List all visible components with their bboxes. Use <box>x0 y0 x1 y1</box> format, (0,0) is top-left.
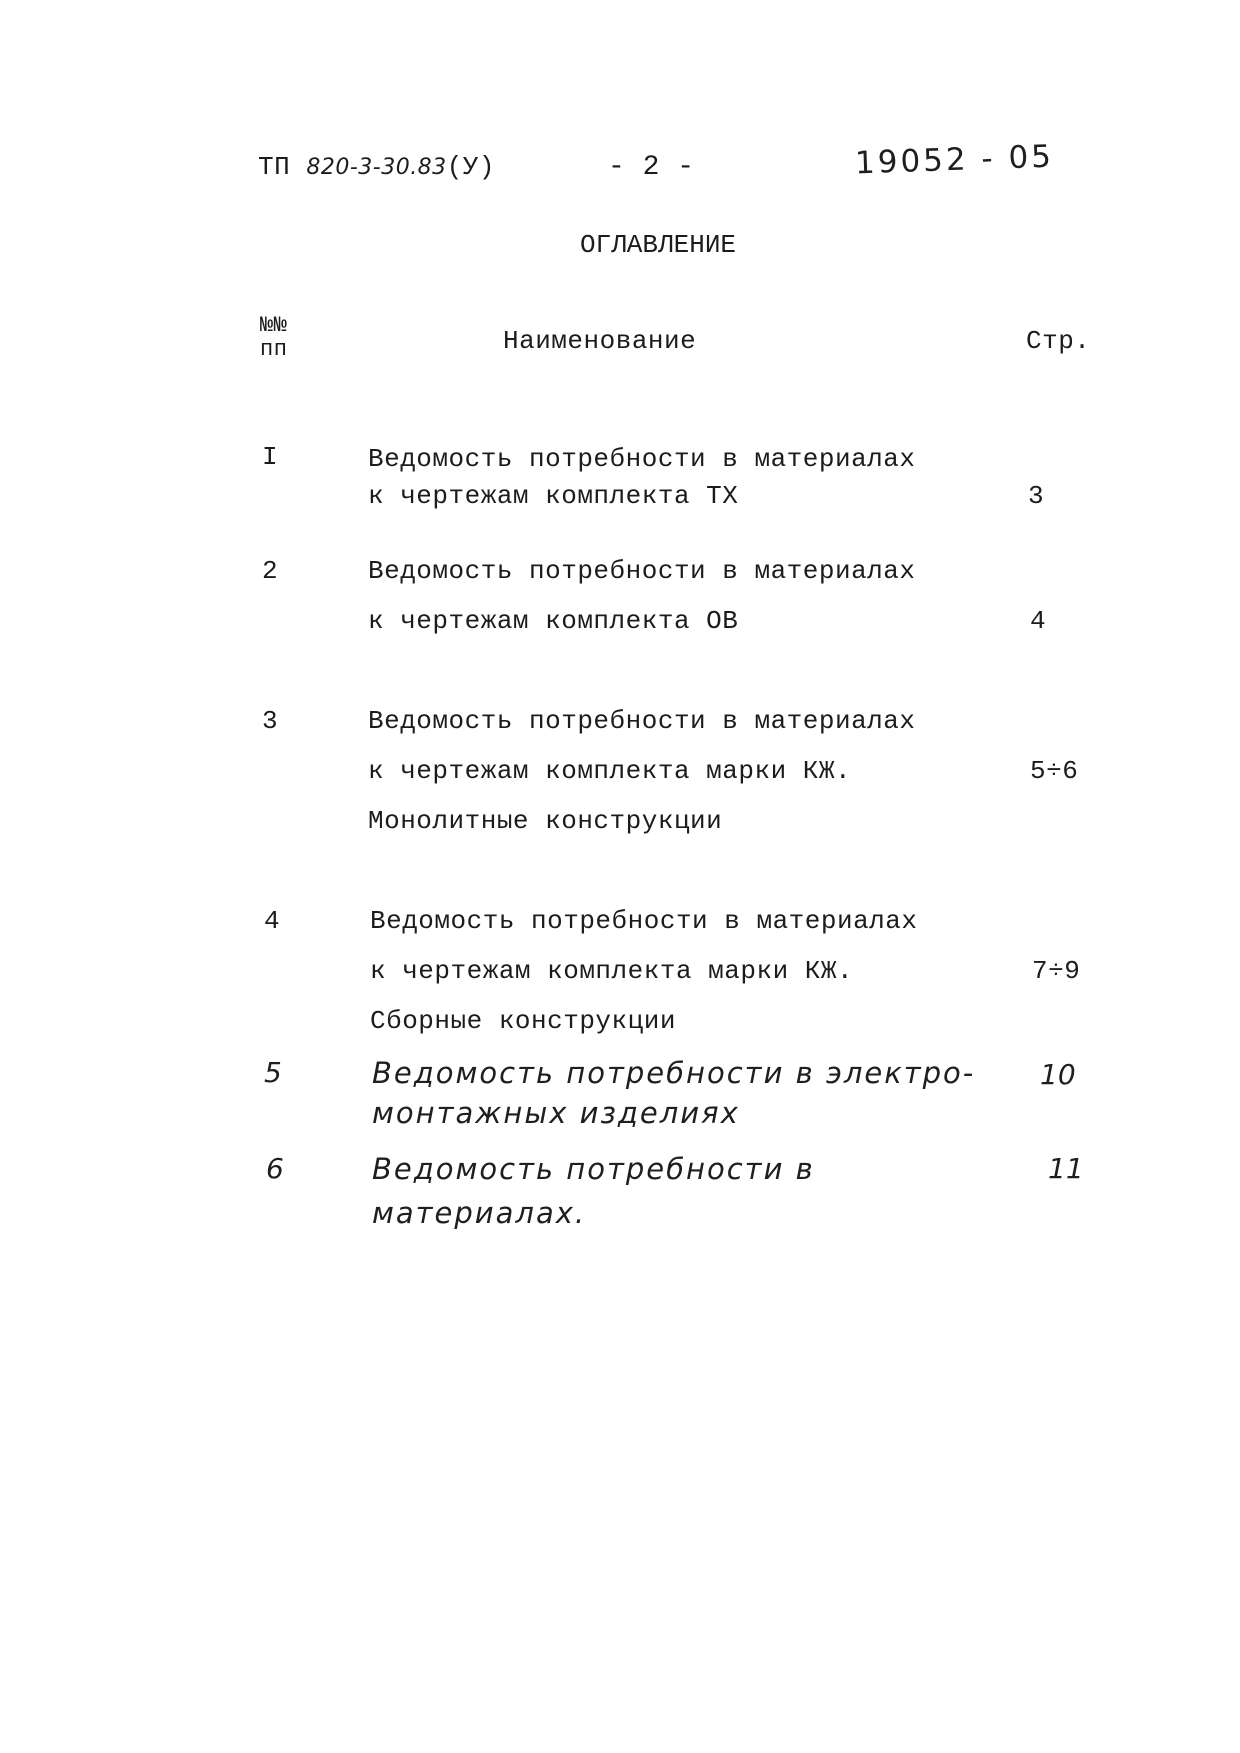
item-title-line: Ведомость потребности в электро- <box>372 1056 976 1090</box>
series-code: 820-3-30.83 <box>306 155 447 180</box>
item-number: 2 <box>262 556 279 586</box>
item-title-line: Сборные конструкции <box>370 1006 676 1036</box>
item-title-line: к чертежам комплекта ОВ <box>368 606 739 636</box>
item-title-line: к чертежам комплекта марки КЖ. <box>370 956 854 986</box>
item-title-line: Ведомость потребности в материалах <box>368 444 916 474</box>
item-page: 11 <box>1048 1152 1084 1185</box>
item-number: 4 <box>264 906 281 936</box>
item-page: 3 <box>1028 481 1045 511</box>
item-title-line: монтажных изделиях <box>372 1096 740 1130</box>
item-title-line: Ведомость потребности в материалах <box>368 706 916 736</box>
item-title-line: Монолитные конструкции <box>368 806 723 836</box>
column-header-number-line1: №№ <box>260 313 288 338</box>
item-number: 6 <box>266 1152 284 1185</box>
item-page: 4 <box>1030 606 1047 636</box>
item-number: 5 <box>264 1056 282 1089</box>
item-number: 3 <box>262 706 279 736</box>
item-number: I <box>262 442 279 472</box>
item-page: 10 <box>1040 1058 1076 1091</box>
item-title-line: материалах. <box>372 1196 587 1230</box>
toc-title: ОГЛАВЛЕНИЕ <box>580 230 737 260</box>
item-title-line: Ведомость потребности в материалах <box>368 556 916 586</box>
column-header-page: Стр. <box>1026 326 1091 356</box>
series-prefix: ТП <box>258 152 291 182</box>
document-code <box>258 152 495 182</box>
column-header-number <box>260 314 287 362</box>
item-title-line: Ведомость потребности в материалах <box>370 906 918 936</box>
column-header-name: Наименование <box>503 326 697 356</box>
item-page: 7÷9 <box>1032 956 1081 986</box>
reference-number: 19052 - 05 <box>854 138 1055 182</box>
item-title-line: Ведомость потребности в <box>372 1152 815 1186</box>
item-title-line: к чертежам комплекта ТХ <box>368 481 739 511</box>
item-title-line: к чертежам комплекта марки КЖ. <box>368 756 852 786</box>
series-suffix: (У) <box>446 152 495 182</box>
item-page: 5÷6 <box>1030 756 1079 786</box>
column-header-number-line2: пп <box>260 337 288 362</box>
page-number: - 2 - <box>608 152 695 183</box>
